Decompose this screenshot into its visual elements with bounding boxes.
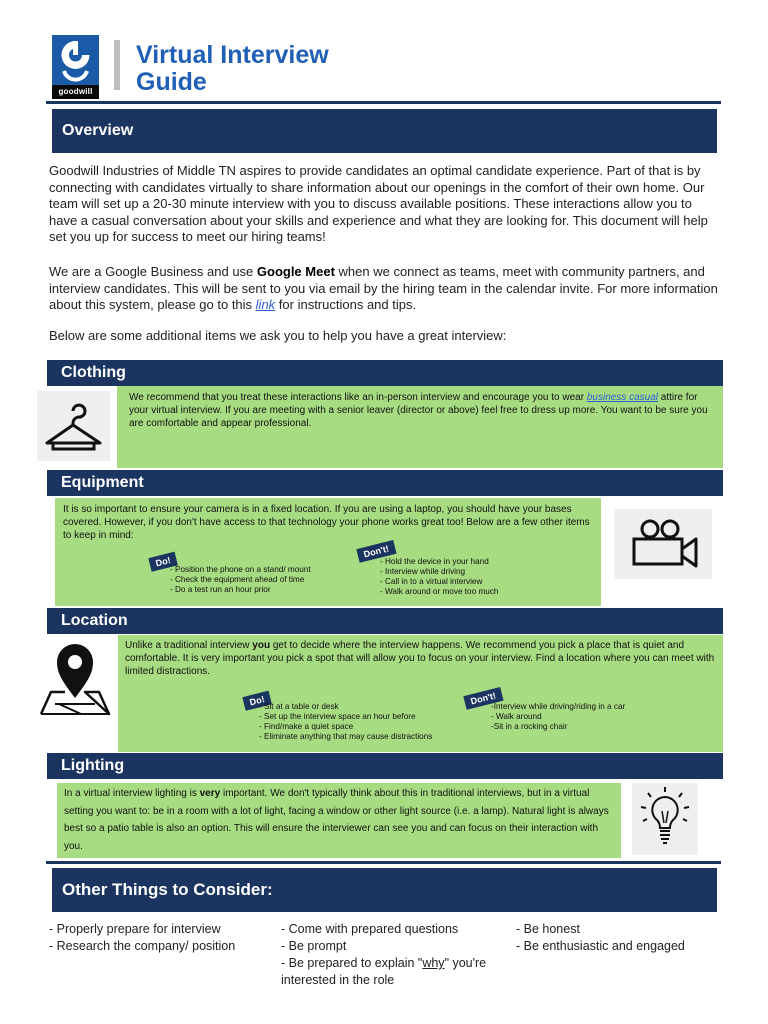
why-underlined: why bbox=[422, 956, 445, 970]
lighting-icon-box bbox=[632, 783, 698, 855]
list-item bbox=[281, 955, 491, 989]
business-casual-link[interactable]: business casual bbox=[586, 392, 658, 403]
hanger-icon bbox=[37, 391, 110, 461]
page-title bbox=[136, 42, 436, 96]
equipment-text: It is so important to ensure your camera is in a fixed location. If you are using a laptop, you should have your bases covered. However, if you don't have access to that technology your phone works great too! Below are a few other items to keep in mind: bbox=[63, 504, 590, 541]
list-item-text-end: " you're interested in the role bbox=[281, 956, 487, 987]
lighting-text-bold: very bbox=[199, 788, 221, 799]
clothing-panel bbox=[117, 386, 723, 468]
overview-p2-text: We are a Google Business and use bbox=[49, 264, 257, 279]
lighting-text-end: important. We don't typically think about this in traditional interviews, but in a virtual setting you want to: be in a room with a lot of light, facing a window or other light source (i.e. a lamp). Natural light is always best so a patio table is also an option. This will ensure the interviewer can see you and can focus on their interaction with you. bbox=[64, 788, 609, 852]
lighting-panel bbox=[57, 783, 621, 858]
location-panel bbox=[118, 635, 723, 752]
page-title-line2: Guide bbox=[136, 68, 207, 96]
list-item: - Position the phone on a stand/ mount bbox=[170, 565, 311, 574]
location-text-bold: you bbox=[252, 640, 271, 651]
equipment-panel bbox=[55, 498, 601, 606]
list-item: - Research the company/ position bbox=[49, 939, 236, 953]
location-do-badge: Do! bbox=[242, 691, 272, 711]
header-divider bbox=[46, 101, 721, 104]
other-column-3 bbox=[516, 921, 746, 955]
clothing-heading: Clothing bbox=[61, 364, 126, 381]
clothing-icon-box bbox=[37, 391, 110, 461]
list-item: - Sit at a table or desk bbox=[259, 702, 339, 711]
lighting-heading: Lighting bbox=[61, 757, 125, 774]
overview-header bbox=[52, 109, 717, 153]
list-item: - Find/make a quiet space bbox=[259, 722, 354, 731]
overview-paragraph-1: Goodwill Industries of Middle TN aspires to provide candidates an optimal candidate experience. Part of that is by connecting with candidates virtually to share information about our openings in the comfort of their own home. Our team will set up a 20-30 minute interview with you to discuss available positions. These interactions allow you to have a casual conversation about your skills and experience and what they are looking for. This document will help set you up for success to meet our hiring teams! bbox=[49, 163, 708, 244]
location-text-end: get to decide where the interview happens. We recommend you pick a place that is quiet and comfortable. It is very important you pick a spot that will allow you to focus on your interview. Find a location where you can meet with limited distractions. bbox=[125, 640, 715, 677]
list-item: - Be prompt bbox=[281, 939, 347, 953]
overview-heading: Overview bbox=[62, 122, 134, 139]
equipment-do-list bbox=[170, 565, 311, 595]
list-item: - Walk around bbox=[491, 712, 542, 721]
clothing-text bbox=[129, 391, 714, 430]
list-item: - Come with prepared questions bbox=[281, 922, 459, 936]
list-item: - Do a test run an hour prior bbox=[170, 585, 271, 594]
logo-wordmark: goodwill bbox=[52, 85, 99, 99]
location-do-list bbox=[259, 702, 432, 742]
equipment-do-badge: Do! bbox=[148, 552, 178, 572]
clothing-header bbox=[47, 360, 723, 386]
list-item: - Check the equipment ahead of time bbox=[170, 575, 305, 584]
overview-p2-text-end: for instructions and tips. bbox=[275, 297, 417, 312]
list-item: - Hold the device in your hand bbox=[380, 557, 489, 566]
lighting-header bbox=[47, 753, 723, 779]
overview-paragraph-2 bbox=[49, 264, 719, 314]
list-item: -Interview while driving/riding in a car bbox=[491, 702, 626, 711]
list-item-text: - Be prepared to explain " bbox=[281, 956, 423, 970]
lighting-text-start: In a virtual interview lighting is bbox=[64, 788, 200, 799]
equipment-dont-badge: Don't! bbox=[356, 540, 396, 563]
other-header bbox=[52, 868, 717, 912]
other-column-1 bbox=[49, 921, 259, 955]
clothing-text-start: We recommend that you treat these interactions like an in-person interview and encourage you to wear bbox=[129, 392, 587, 403]
location-dont-badge: Don't! bbox=[463, 687, 503, 710]
location-text bbox=[125, 639, 717, 678]
overview-p2-text-mid: when we connect as teams, meet with community partners, and interview candidates. This will be sent to you via email by the hiring team in the calendar invite. For more information about this system, please go to this bbox=[49, 264, 718, 312]
google-meet-bold: Google Meet bbox=[256, 264, 335, 279]
overview-paragraph-3: Below are some additional items we ask you to help you have a great interview: bbox=[49, 328, 507, 343]
video-camera-icon bbox=[614, 509, 712, 579]
map-pin-icon bbox=[37, 638, 112, 718]
location-icon-box bbox=[37, 638, 112, 718]
other-heading: Other Things to Consider: bbox=[62, 880, 273, 899]
location-text-start: Unlike a traditional interview bbox=[125, 640, 253, 651]
goodwill-logo bbox=[52, 35, 99, 99]
list-item: - Walk around or move too much bbox=[380, 587, 499, 596]
other-column-2 bbox=[281, 921, 491, 989]
other-divider bbox=[46, 861, 721, 864]
title-divider bbox=[114, 40, 120, 90]
clothing-text-end: attire for your virtual interview. If you are meeting with a senior leaver (director or above) feel free to dress up more. You want to be sure you are comfortable and appear professional. bbox=[129, 392, 708, 429]
equipment-header bbox=[47, 470, 723, 496]
list-item: - Interview while driving bbox=[380, 567, 466, 576]
equipment-dont-list bbox=[380, 557, 498, 597]
list-item: - Be enthusiastic and engaged bbox=[516, 939, 685, 953]
location-heading: Location bbox=[61, 612, 128, 629]
location-header bbox=[47, 608, 723, 634]
list-item: - Set up the interview space an hour before bbox=[259, 712, 416, 721]
list-item: -Sit in a rocking chair bbox=[491, 722, 568, 731]
lighting-text bbox=[64, 785, 614, 855]
location-dont-list bbox=[491, 702, 625, 732]
list-item: - Call in to a virtual interview bbox=[380, 577, 483, 586]
light-bulb-icon bbox=[632, 783, 698, 855]
equipment-heading: Equipment bbox=[61, 474, 144, 491]
list-item: - Be honest bbox=[516, 922, 580, 936]
goodwill-smile-icon bbox=[52, 35, 99, 85]
equipment-icon-box bbox=[614, 509, 712, 579]
page-title-line1: Virtual Interview bbox=[136, 41, 329, 69]
list-item: - Properly prepare for interview bbox=[49, 922, 221, 936]
list-item: - Eliminate anything that may cause distractions bbox=[259, 732, 433, 741]
google-meet-link[interactable]: link bbox=[255, 297, 276, 312]
